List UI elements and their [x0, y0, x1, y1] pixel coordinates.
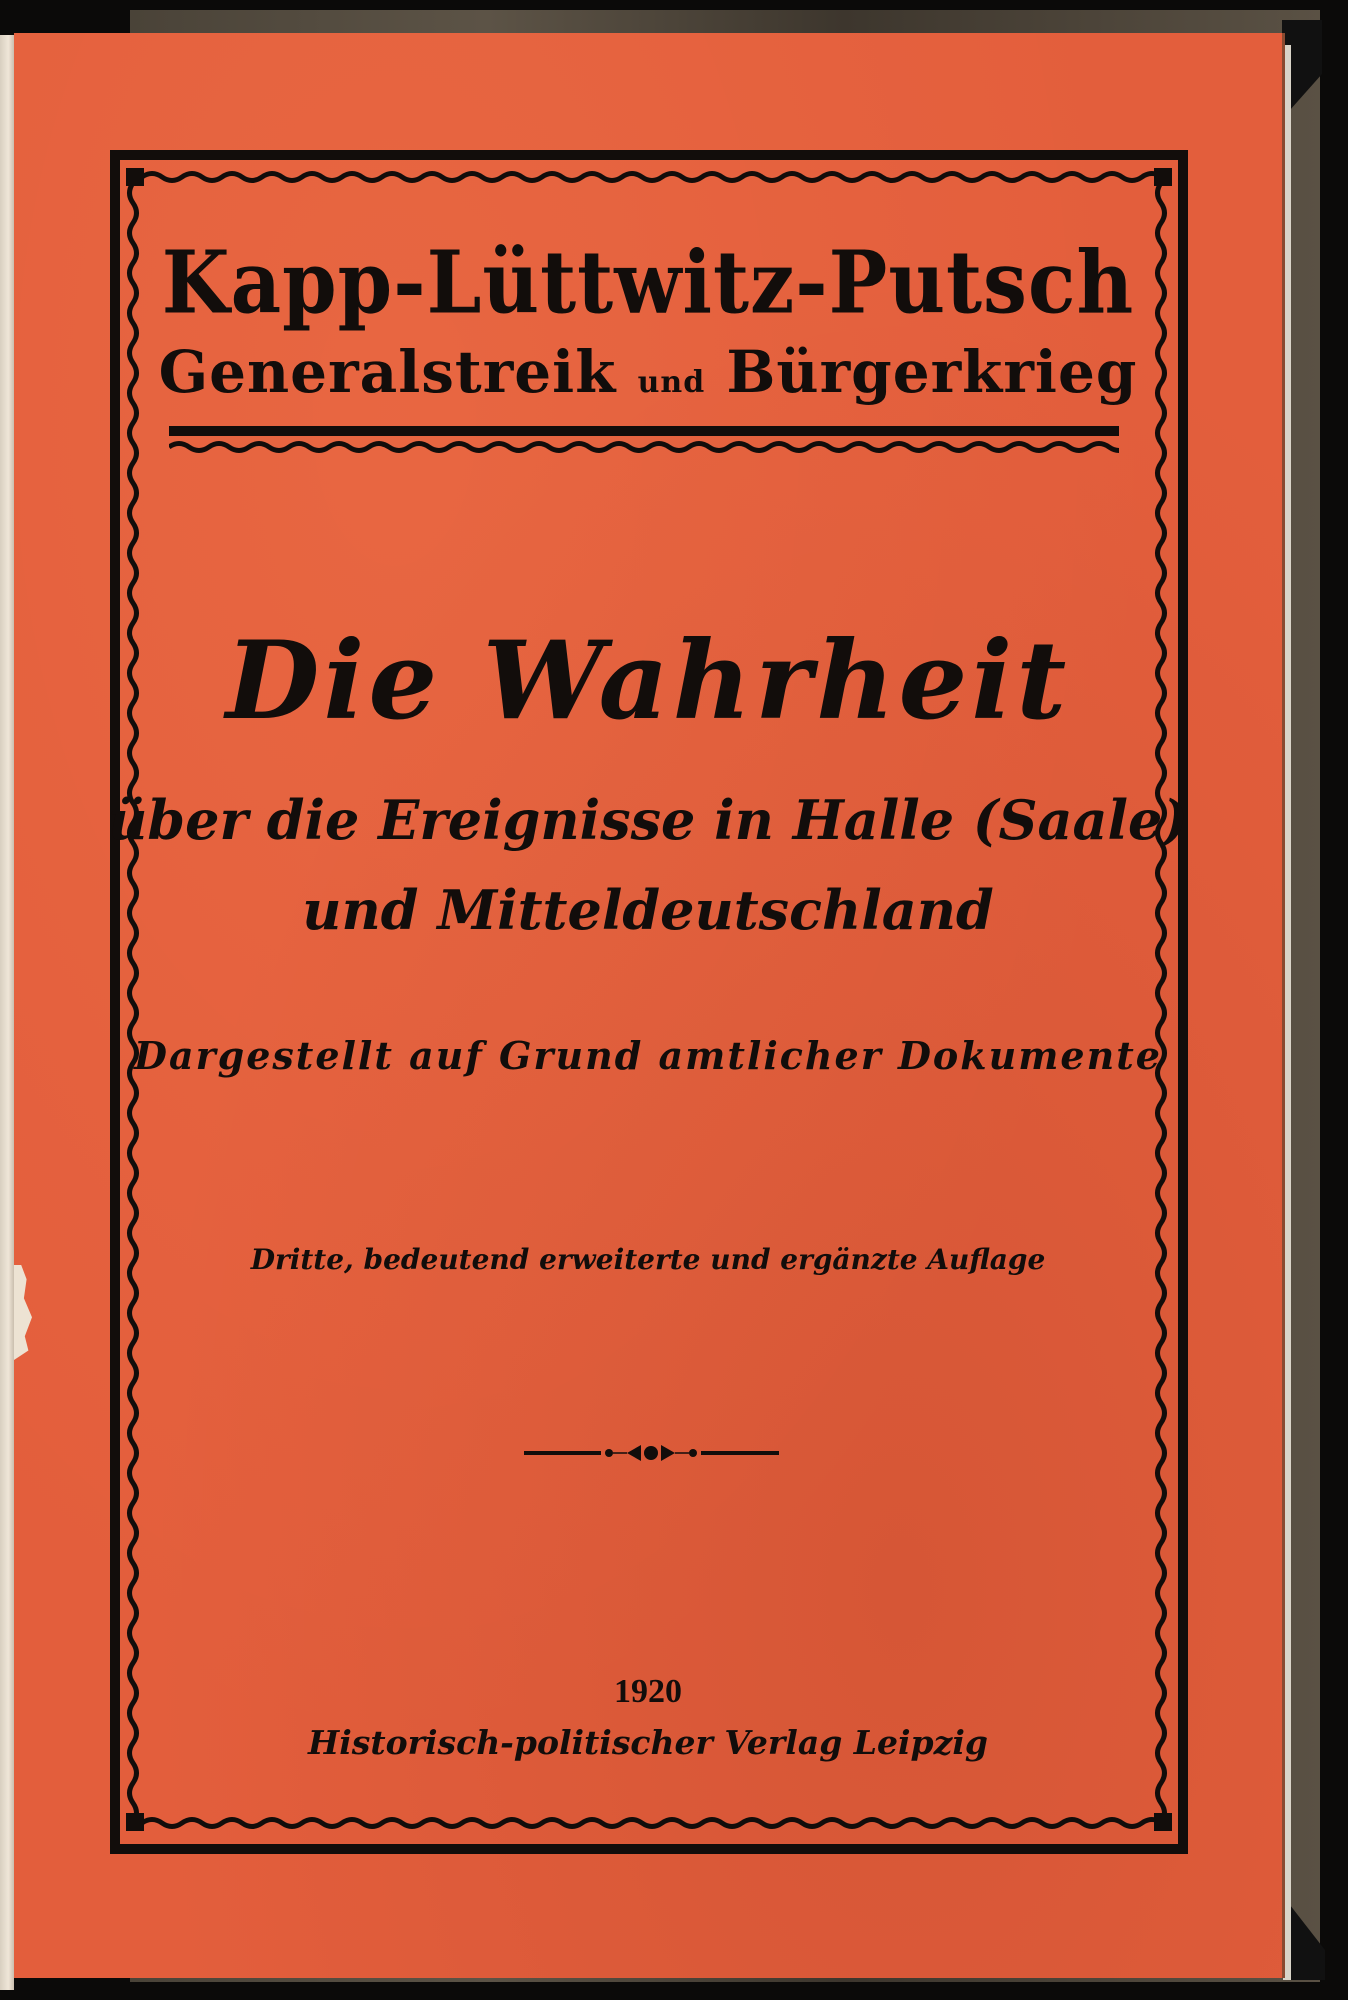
wavy-border-left	[126, 183, 140, 1823]
main-subtitle-line-1: über die Ereignisse in Halle (Saale)	[108, 788, 1188, 852]
wavy-border-right	[1154, 183, 1168, 1823]
wavy-border-bottom	[142, 1816, 1162, 1830]
divider-ornament-icon	[519, 1438, 784, 1468]
main-title: Die Wahrheit	[225, 618, 1071, 744]
corner-square-top-left	[126, 168, 144, 186]
header-rule	[169, 426, 1119, 436]
series-subtitle	[14, 338, 1282, 406]
subtitle-right: Bürgerkrieg	[726, 338, 1138, 406]
wavy-border-top	[142, 170, 1162, 184]
spine-binding	[0, 35, 14, 1990]
corner-square-bottom-right	[1154, 1813, 1172, 1831]
book-cover	[14, 33, 1285, 1978]
description: Dargestellt auf Grund amtlicher Dokumente	[134, 1033, 1162, 1078]
corner-square-bottom-left	[126, 1813, 144, 1831]
publication-year: 1920	[614, 1673, 682, 1710]
corner-square-top-right	[1154, 168, 1172, 186]
subtitle-left: Generalstreik	[158, 338, 617, 406]
edition-note: Dritte, bedeutend erweiterte und ergänzte Auflage	[250, 1243, 1046, 1276]
subtitle-connector: und	[637, 365, 706, 400]
main-subtitle-line-2: und Mitteldeutschland	[302, 878, 994, 942]
header-wavy-rule	[169, 440, 1119, 454]
series-title: Kapp-Lüttwitz-Putsch	[161, 233, 1135, 334]
publisher: Historisch-politischer Verlag Leipzig	[308, 1723, 988, 1762]
